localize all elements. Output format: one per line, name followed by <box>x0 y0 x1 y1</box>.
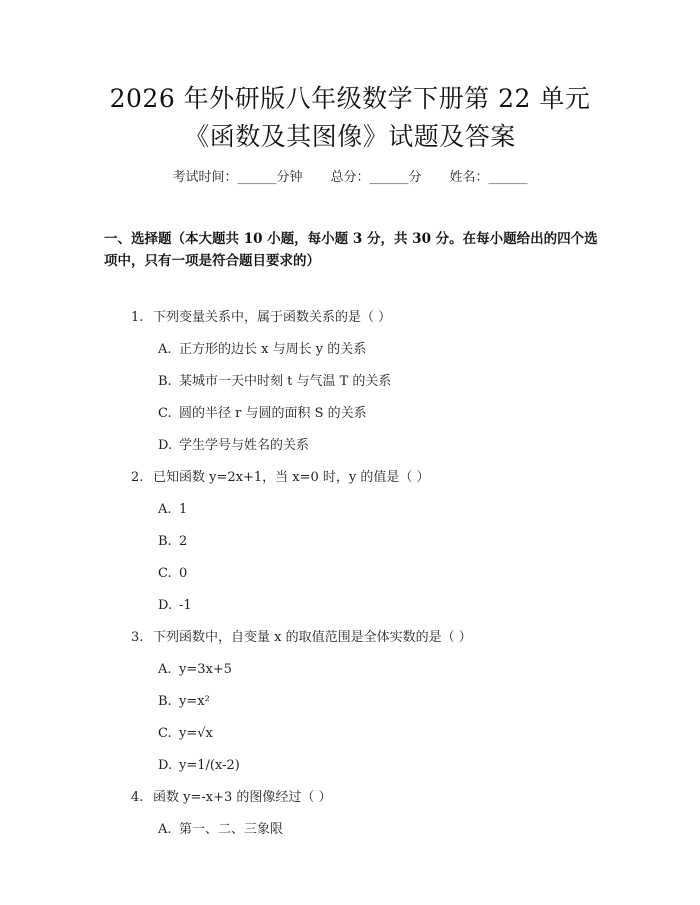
option-letter: C. <box>158 566 172 581</box>
question-text: 下列函数中，自变量 x 的取值范围是全体实数的是（ ） <box>153 630 472 645</box>
question-3-option-a <box>158 660 232 680</box>
option-letter: A. <box>158 342 172 357</box>
question-3-option-c <box>158 724 213 744</box>
option-letter: A. <box>158 822 172 837</box>
exam-score-field: 总分：______分 <box>330 170 422 185</box>
question-number: 1. <box>131 310 144 325</box>
option-text: 第一、二、三象限 <box>179 822 284 837</box>
option-text: y=x² <box>179 694 210 709</box>
question-4-option-a <box>158 820 283 840</box>
question-3-option-d <box>158 756 240 776</box>
question-text: 函数 y=-x+3 的图像经过（ ） <box>153 790 332 805</box>
option-letter: A. <box>158 502 172 517</box>
question-text: 已知函数 y=2x+1，当 x=0 时，y 的值是（ ） <box>153 470 430 485</box>
option-letter: C. <box>158 406 172 421</box>
section-heading-line1: 一、选择题（本大题共 10 小题，每小题 3 分，共 30 分。在每小题给出的四个选 <box>104 231 598 247</box>
option-text: 1 <box>179 502 188 517</box>
option-text: 0 <box>179 566 188 581</box>
option-text: y=3x+5 <box>179 662 233 677</box>
option-letter: D. <box>158 598 173 613</box>
option-text: 某城市一天中时刻 t 与气温 T 的关系 <box>179 374 392 389</box>
question-1-option-b <box>158 372 391 392</box>
question-3-option-b <box>158 692 210 712</box>
question-1 <box>131 308 391 328</box>
option-text: 学生学号与姓名的关系 <box>179 438 310 453</box>
question-3 <box>131 628 472 648</box>
option-text: 圆的半径 r 与圆的面积 S 的关系 <box>179 406 367 421</box>
option-letter: B. <box>158 374 172 389</box>
question-1-option-c <box>158 404 367 424</box>
question-2-option-c <box>158 564 187 584</box>
option-text: 正方形的边长 x 与周长 y 的关系 <box>179 342 367 357</box>
question-2-option-a <box>158 500 187 520</box>
question-1-option-a <box>158 340 366 360</box>
document-title-line1: 2026 年外研版八年级数学下册第 22 单元 <box>109 84 591 113</box>
section-heading <box>104 228 604 272</box>
question-2-option-b <box>158 532 187 552</box>
question-1-option-d <box>158 436 309 456</box>
option-letter: A. <box>158 662 172 677</box>
option-letter: D. <box>158 438 173 453</box>
option-letter: C. <box>158 726 172 741</box>
question-number: 4. <box>131 790 144 805</box>
question-2 <box>131 468 430 488</box>
document-title-line2: 《函数及其图像》试题及答案 <box>184 122 516 151</box>
exam-name-field: 姓名：______ <box>449 170 528 185</box>
question-number: 2. <box>131 470 144 485</box>
exam-time-field: 考试时间：______分钟 <box>172 170 303 185</box>
section-heading-line2: 项中，只有一项是符合题目要求的） <box>104 253 320 269</box>
option-letter: B. <box>158 694 172 709</box>
question-2-option-d <box>158 596 192 616</box>
option-text: y=√x <box>179 726 213 741</box>
question-text: 下列变量关系中，属于函数关系的是（ ） <box>153 310 392 325</box>
question-number: 3. <box>131 630 144 645</box>
option-text: y=1/(x-2) <box>179 758 240 773</box>
exam-info <box>0 168 700 188</box>
option-letter: B. <box>158 534 172 549</box>
option-letter: D. <box>158 758 173 773</box>
option-text: -1 <box>179 598 192 613</box>
option-text: 2 <box>179 534 188 549</box>
question-4 <box>131 788 332 808</box>
